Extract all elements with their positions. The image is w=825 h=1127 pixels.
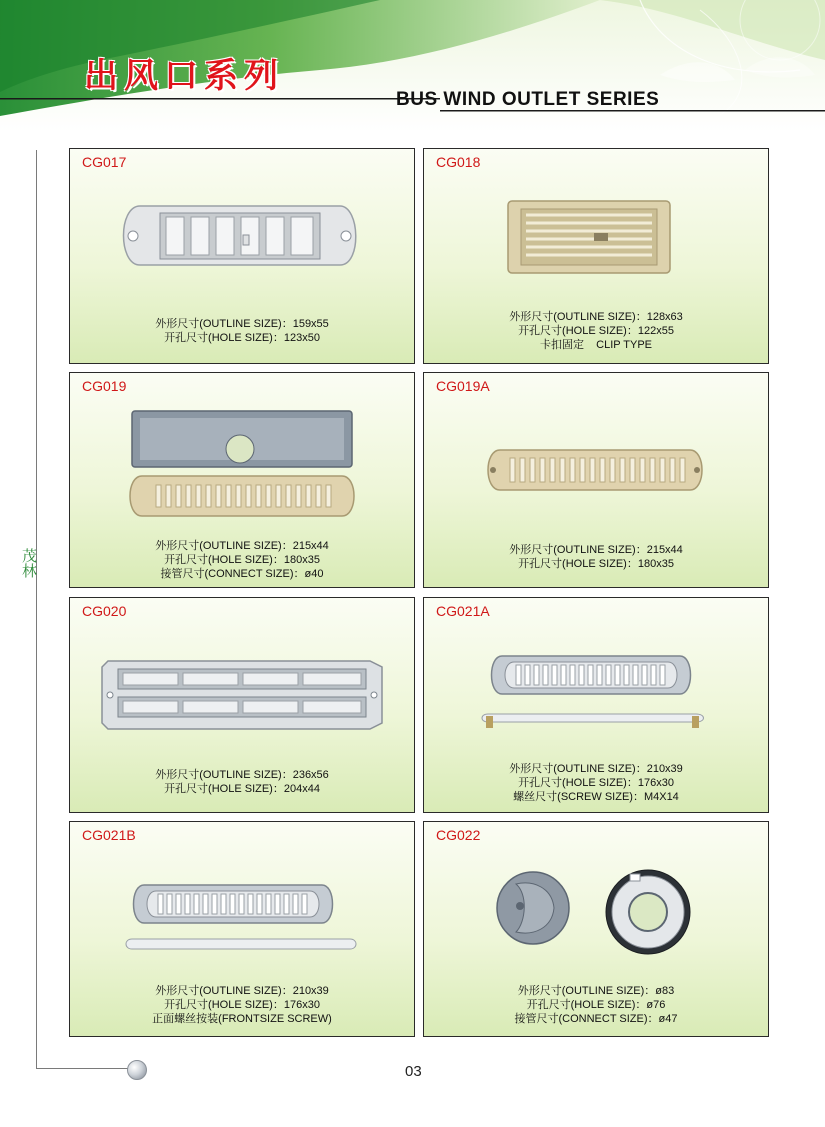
spec-hole-size: 开孔尺寸(HOLE SIZE)：122x55 <box>518 325 674 337</box>
spec-outline-size: 外形尺寸(OUTLINE SIZE)：ø83 <box>517 985 675 997</box>
product-specs <box>424 310 768 352</box>
spec-outline-size: 外形尺寸(OUTLINE SIZE)：128x63 <box>509 311 683 323</box>
side-rail-line <box>36 150 37 1068</box>
product-specs <box>70 539 414 581</box>
side-brand-mark: 茂林 <box>20 547 38 578</box>
product-card-cg019a <box>423 372 769 588</box>
product-card-cg018 <box>423 148 769 364</box>
spec-outline-size: 外形尺寸(OUTLINE SIZE)：215x44 <box>509 544 683 556</box>
spec-outline-size: 外形尺寸(OUTLINE SIZE)：210x39 <box>509 763 683 775</box>
product-specs <box>70 768 414 796</box>
spec-mount-type: 正面螺丝按装(FRONTSIZE SCREW) <box>152 1013 332 1025</box>
product-card-cg022 <box>423 821 769 1037</box>
product-code: CG019A <box>436 378 490 394</box>
page-header <box>0 0 825 132</box>
spec-mount-type: 卡扣固定 CLIP TYPE <box>539 339 653 351</box>
spec-outline-size: 外形尺寸(OUTLINE SIZE)：159x55 <box>155 318 329 330</box>
spec-hole-size: 开孔尺寸(HOLE SIZE)：176x30 <box>518 777 674 789</box>
product-code: CG018 <box>436 154 481 170</box>
product-code: CG021A <box>436 603 490 619</box>
product-code: CG020 <box>82 603 127 619</box>
bottom-rail-line <box>36 1068 136 1069</box>
spec-outline-size: 外形尺寸(OUTLINE SIZE)：215x44 <box>155 540 329 552</box>
spec-screw-size: 螺丝尺寸(SCREW SIZE)：M4X14 <box>513 791 679 803</box>
product-specs <box>70 984 414 1026</box>
spec-hole-size: 开孔尺寸(HOLE SIZE)：180x35 <box>164 554 320 566</box>
product-card-cg021b <box>69 821 415 1037</box>
spec-hole-size: 开孔尺寸(HOLE SIZE)：176x30 <box>164 999 320 1011</box>
product-card-cg020 <box>69 597 415 813</box>
spec-outline-size: 外形尺寸(OUTLINE SIZE)：210x39 <box>155 985 329 997</box>
product-code: CG021B <box>82 827 136 843</box>
product-code: CG017 <box>82 154 127 170</box>
product-card-cg017 <box>69 148 415 364</box>
spec-hole-size: 开孔尺寸(HOLE SIZE)：180x35 <box>518 558 674 570</box>
spec-hole-size: 开孔尺寸(HOLE SIZE)：204x44 <box>164 783 320 795</box>
product-card-cg021a <box>423 597 769 813</box>
product-code: CG022 <box>436 827 481 843</box>
page-title-english: BUS WIND OUTLET SERIES <box>396 89 660 110</box>
decorative-ball <box>127 1060 147 1080</box>
page-number: 03 <box>405 1063 422 1080</box>
product-code: CG019 <box>82 378 127 394</box>
spec-hole-size: 开孔尺寸(HOLE SIZE)：ø76 <box>526 999 666 1011</box>
product-specs <box>70 317 414 345</box>
product-specs <box>424 762 768 804</box>
product-specs <box>424 984 768 1026</box>
spec-connect-size: 接管尺寸(CONNECT SIZE)：ø47 <box>514 1013 678 1025</box>
page-title-chinese: 出风口系列 <box>84 56 284 96</box>
product-specs <box>424 543 768 571</box>
spec-hole-size: 开孔尺寸(HOLE SIZE)：123x50 <box>164 332 320 344</box>
product-card-cg019 <box>69 372 415 588</box>
spec-outline-size: 外形尺寸(OUTLINE SIZE)：236x56 <box>155 769 329 781</box>
spec-connect-size: 接管尺寸(CONNECT SIZE)：ø40 <box>160 568 324 580</box>
